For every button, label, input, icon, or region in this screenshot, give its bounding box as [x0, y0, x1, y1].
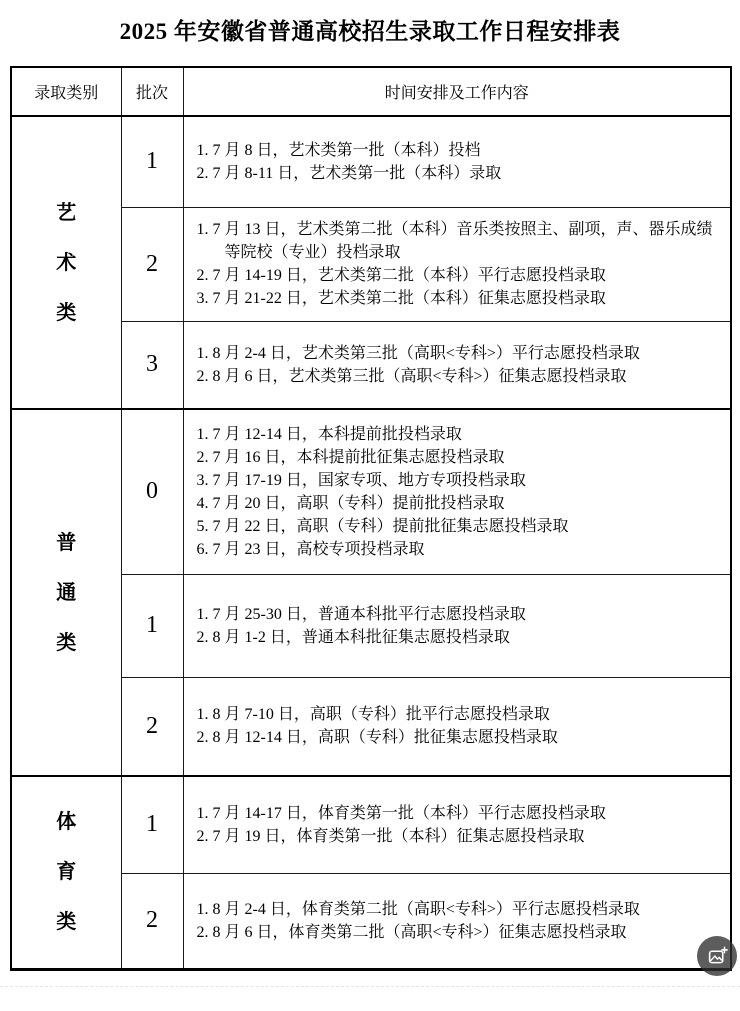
schedule-item: 1. 7 月 25-30 日，普通本科批平行志愿投档录取: [196, 605, 526, 623]
schedule-content: [183, 776, 731, 873]
header-batch: 批次: [121, 67, 183, 116]
schedule-content: [183, 207, 731, 321]
schedule-item: 1. 7 月 13 日，艺术类第二批（本科）音乐类按照主、副项，声、器乐成绩等院校（专业）投档录取: [196, 221, 713, 261]
schedule-content: [183, 116, 731, 207]
schedule-item: 2. 7 月 8-11 日，艺术类第一批（本科）录取: [196, 164, 502, 182]
save-image-button[interactable]: [697, 936, 737, 976]
header-category: 录取类别: [11, 67, 121, 116]
schedule-item: 4. 7 月 20 日，高职（专科）提前批投档录取: [196, 494, 505, 512]
schedule-item: 2. 8 月 6 日，体育类第二批（高职<专科>）征集志愿投档录取: [196, 923, 627, 941]
batch-number: 3: [121, 321, 183, 409]
schedule-item: 1. 8 月 2-4 日，体育类第二批（高职<专科>）平行志愿投档录取: [196, 900, 640, 918]
schedule-row-art-1: [11, 116, 731, 207]
category-cell-general: [11, 409, 121, 776]
schedule-item: 3. 7 月 21-22 日，艺术类第二批（本科）征集志愿投档录取: [196, 290, 606, 307]
schedule-table: [10, 66, 732, 971]
category-label-art: 艺 术 类: [56, 201, 77, 324]
schedule-item: 2. 7 月 14-19 日，艺术类第二批（本科）平行志愿投档录取: [196, 267, 606, 284]
schedule-item: 5. 7 月 22 日，高职（专科）提前批征集志愿投档录取: [196, 517, 569, 535]
schedule-row-sports-1: [11, 776, 731, 873]
header-row: [11, 67, 731, 116]
batch-number: 2: [121, 677, 183, 776]
batch-number: 2: [121, 873, 183, 969]
schedule-item: 1. 8 月 7-10 日，高职（专科）批平行志愿投档录取: [196, 706, 550, 724]
schedule-item: 2. 8 月 6 日，艺术类第三批（高职<专科>）征集志愿投档录取: [196, 367, 627, 385]
batch-number: 1: [121, 776, 183, 873]
batch-number: 1: [121, 116, 183, 207]
batch-number: 1: [121, 574, 183, 677]
schedule-content: [183, 409, 731, 574]
schedule-row-general-0: [11, 409, 731, 574]
schedule-item: 1. 7 月 8 日，艺术类第一批（本科）投档: [196, 141, 481, 159]
category-cell-sports: [11, 776, 121, 969]
schedule-content: [183, 677, 731, 776]
batch-number: 0: [121, 409, 183, 574]
add-image-icon: [707, 946, 728, 967]
schedule-item: 2. 7 月 19 日，体育类第一批（本科）征集志愿投档录取: [196, 827, 585, 845]
schedule-item: 1. 8 月 2-4 日，艺术类第三批（高职<专科>）平行志愿投档录取: [196, 344, 640, 362]
schedule-item: 2. 7 月 16 日，本科提前批征集志愿投档录取: [196, 448, 505, 466]
schedule-item: 1. 7 月 12-14 日，本科提前批投档录取: [196, 425, 462, 443]
schedule-content: [183, 873, 731, 969]
schedule-item: 1. 7 月 14-17 日，体育类第一批（本科）平行志愿投档录取: [196, 804, 606, 822]
batch-number: 2: [121, 207, 183, 321]
header-content: 时间安排及工作内容: [183, 67, 731, 116]
category-label-general: 普 通 类: [56, 531, 77, 654]
category-cell-art: [11, 116, 121, 409]
schedule-content: [183, 574, 731, 677]
schedule-item: 3. 7 月 17-19 日，国家专项、地方专项投档录取: [196, 471, 526, 489]
schedule-item: 2. 8 月 1-2 日，普通本科批征集志愿投档录取: [196, 628, 510, 646]
schedule-item: 6. 7 月 23 日，高校专项投档录取: [196, 540, 425, 558]
schedule-content: [183, 321, 731, 409]
bottom-divider: [0, 986, 740, 987]
schedule-item: 2. 8 月 12-14 日，高职（专科）批征集志愿投档录取: [196, 729, 558, 747]
category-label-sports: 体 育 类: [56, 811, 77, 934]
page-title: 2025 年安徽省普通高校招生录取工作日程安排表: [119, 19, 621, 44]
